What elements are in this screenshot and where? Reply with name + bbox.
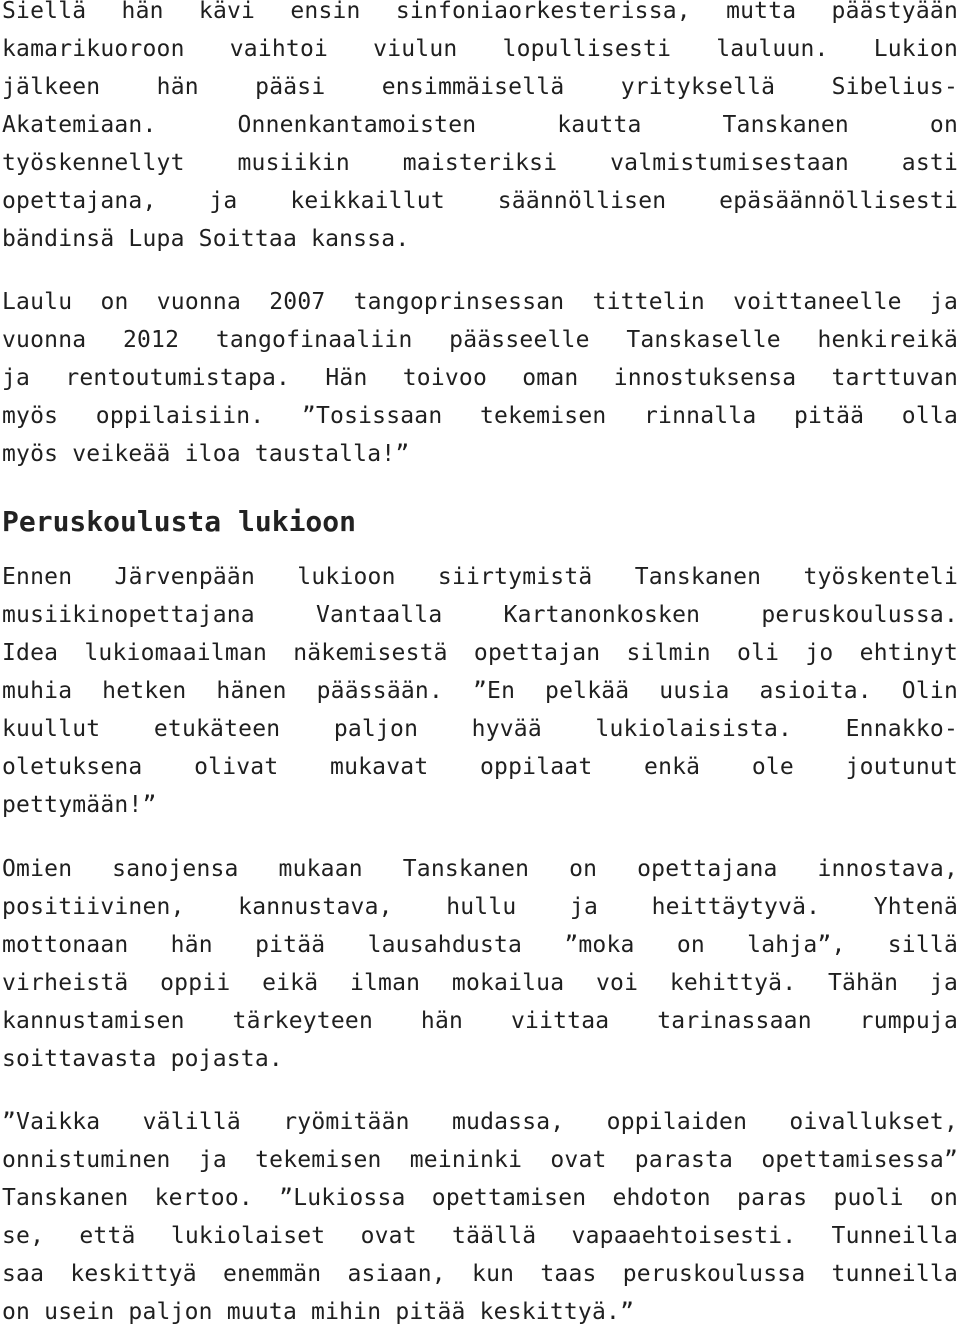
text-line: vuonna 2012 tangofinaaliin päässeelle Tanskaselle henkireikä xyxy=(2,327,958,353)
text-line: saa keskittyä enemmän asiaan, kun taas peruskoulussa tunneilla xyxy=(2,1261,958,1287)
text-line: on usein paljon muuta mihin pitää keskittyä.” xyxy=(2,1299,635,1325)
text-line: soittavasta pojasta. xyxy=(2,1046,283,1072)
section-heading: Peruskoulusta lukioon xyxy=(2,505,357,538)
text-line: jälkeen hän pääsi ensimmäisellä yrityksellä Sibelius- xyxy=(2,74,958,100)
text-line: Idea lukiomaailman näkemisestä opettajan silmin oli jo ehtinyt xyxy=(2,640,958,666)
text-line: Siellä hän kävi ensin sinfoniaorkesterissa, mutta päästyään xyxy=(2,0,958,24)
text-line: Omien sanojensa mukaan Tanskanen on opettajana innostava, xyxy=(2,856,958,882)
text-line: kuullut etukäteen paljon hyvää lukiolaisista. Ennakko- xyxy=(2,716,958,742)
text-line: muhia hetken hänen päässään. ”En pelkää uusia asioita. Olin xyxy=(2,678,958,704)
text-line: Laulu on vuonna 2007 tangoprinsessan tittelin voittaneelle ja xyxy=(2,289,958,315)
text-line: Tanskanen kertoo. ”Lukiossa opettamisen ehdoton paras puoli on xyxy=(2,1185,958,1211)
text-line: myös veikeää iloa taustalla!” xyxy=(2,441,410,467)
text-line: kamarikuoroon vaihtoi viulun lopullisesti lauluun. Lukion xyxy=(2,36,958,62)
text-line: Ennen Järvenpään lukioon siirtymistä Tanskanen työskenteli xyxy=(2,564,958,590)
text-line: virheistä oppii eikä ilman mokailua voi kehittyä. Tähän ja xyxy=(2,970,958,996)
text-line: oletuksena olivat mukavat oppilaat enkä ole joutunut xyxy=(2,754,958,780)
text-line: Akatemiaan. Onnenkantamoisten kautta Tanskanen on xyxy=(2,112,958,138)
text-line: työskennellyt musiikin maisteriksi valmistumisestaan asti xyxy=(2,150,958,176)
text-line: onnistuminen ja tekemisen meininki ovat parasta opettamisessa” xyxy=(2,1147,958,1173)
text-line: positiivinen, kannustava, hullu ja heittäytyvä. Yhtenä xyxy=(2,894,958,920)
text-line: pettymään!” xyxy=(2,792,157,818)
text-line: myös oppilaisiin. ”Tosissaan tekemisen rinnalla pitää olla xyxy=(2,403,958,429)
text-line: mottonaan hän pitää lausahdusta ”moka on lahja”, sillä xyxy=(2,932,958,958)
text-line: kannustamisen tärkeyteen hän viittaa tarinassaan rumpuja xyxy=(2,1008,958,1034)
text-line: ja rentoutumistapa. Hän toivoo oman innostuksensa tarttuvan xyxy=(2,365,958,391)
text-line: se, että lukiolaiset ovat täällä vapaaehtoisesti. Tunneilla xyxy=(2,1223,958,1249)
text-line: ”Vaikka välillä ryömitään mudassa, oppilaiden oivallukset, xyxy=(2,1109,958,1135)
text-line: musiikinopettajana Vantaalla Kartanonkosken peruskoulussa. xyxy=(2,602,958,628)
text-line: opettajana, ja keikkaillut säännöllisen epäsäännöllisesti xyxy=(2,188,958,214)
text-line: bändinsä Lupa Soittaa kanssa. xyxy=(2,226,410,252)
